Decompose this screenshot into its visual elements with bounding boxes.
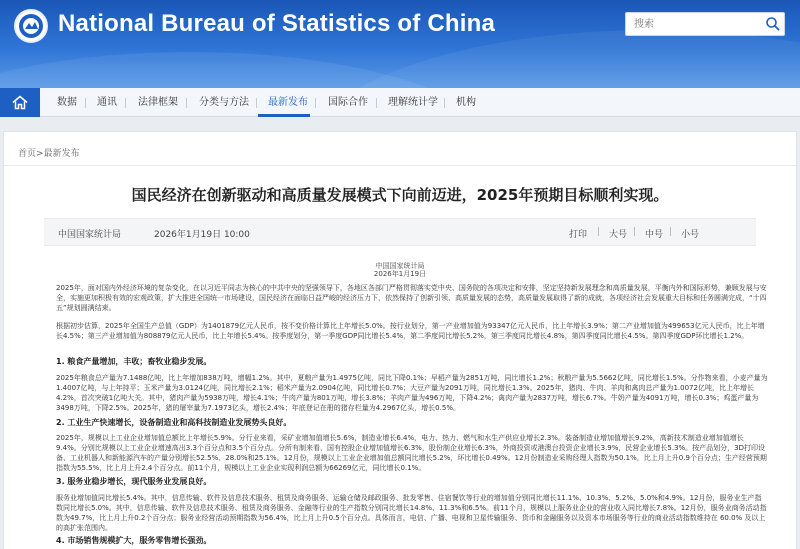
article-source: 中国国家统计局 [58, 230, 122, 240]
breadcrumb [18, 146, 80, 159]
search-icon[interactable] [763, 14, 783, 34]
nav-divider [125, 98, 126, 108]
nav-item-communications[interactable]: 通讯 [97, 97, 117, 108]
nav-divider [85, 98, 86, 108]
nav-divider [256, 98, 257, 108]
nav-item-latest-releases[interactable]: 最新发布 [268, 97, 308, 108]
site-header [0, 0, 800, 88]
control-separator: | [633, 227, 637, 237]
nav-divider [315, 98, 316, 108]
section-body-grain: 2025年粮食总产量为7.1488亿吨，比上年增加838万吨，增幅1.2%。其中，夏粮产量为1.4975亿吨，同比下降0.1%；早稻产量为2851万吨，同比增长1.2%；秋粮产量为5.5662亿吨，同比增长1.5%。分作物来看，小麦产量为1.4007亿吨，与上年持平；玉米产量为3.0124亿吨，同比增长2.1%；稻米产量为2.0904亿吨，同比增长0.7%；大豆产量为2091万吨，同比增长1.3%。2025年，猪肉、牛肉、羊肉和禽肉总产量为1.0072亿吨，比上年增长4.2%，首次突破1亿吨大关。其中，猪肉产量为5938万吨，增长4.1%；牛肉产量为801万吨，增长3.8%；羊肉产量为496万吨，下降4.2%；禽肉产量为2837万吨，增长6.7%。牛奶产量为4091万吨，增长0.3%；鸡蛋产量为3498万吨，下降2.5%。2025年，猪的屠宰量为7.1973亿头，增长2.4%；年底登记在册的猪存栏量为4.2967亿头，增长0.5%。 [56, 374, 768, 412]
nav-divider [444, 98, 445, 108]
nav-item-classifications[interactable]: 分类与方法 [199, 97, 249, 108]
nav-item-legal-framework[interactable]: 法律框架 [138, 97, 178, 108]
section-heading-industry: 2. 工业生产快速增长，设备制造业和高科技制造业发展势头良好。 [56, 418, 292, 427]
section-heading-market: 4. 市场销售规模扩大，服务零售增长强劲。 [56, 536, 212, 545]
site-title[interactable]: National Bureau of Statistics of China [58, 10, 495, 37]
control-separator: | [597, 227, 601, 237]
print-button[interactable]: 打印 [569, 230, 588, 240]
article-meta-bar [44, 218, 756, 246]
breadcrumb-current[interactable]: 最新发布 [43, 149, 80, 159]
search-input[interactable] [625, 12, 785, 36]
font-medium-button[interactable]: 中号 [645, 230, 664, 240]
breadcrumb-separator: > [36, 149, 44, 159]
intro-paragraph: 2025年，面对国内外经济环境的复杂变化，在以习近平同志为核心的中共中央的坚强领导下，各地区各部门严格贯彻落实党中央、国务院的各项决定和安排，坚定坚持新发展理念和高质量发展，平衡内外和国际形势，兼顾发展与安全，实施更加积极有效的宏观政策，扩大推进全国统一市场建设，国民经济在面临日益严峻的经济压力下，依然保持了创新引领、高质量发展的态势，高质量发展取得了新的成就，各项经济社会发展重大目标和任务圆满完成，“十四五”规划圆满结束。 [56, 284, 767, 312]
font-large-button[interactable]: 大号 [609, 230, 628, 240]
article-page [3, 131, 797, 549]
divider [4, 165, 796, 166]
nav-divider [376, 98, 377, 108]
nav-item-international-cooperation[interactable]: 国际合作 [328, 97, 368, 108]
nav-divider [186, 98, 187, 108]
control-separator: | [669, 227, 673, 237]
nav-item-data[interactable]: 数据 [57, 97, 77, 108]
section-body-industry: 2025年，规模以上工业企业增加值总额比上年增长5.9%。分行业来看，采矿业增加值增长5.6%，制造业增长6.4%，电力、热力、燃气和水生产供应业增长2.3%。装备制造业增加值增长9.2%，高新技术制造业增加值增长9.4%。分别比规模以上工业企业增速高出3.3个百分点和3.5个百分点。分所有制来看，国有控股企业增加值增长6.3%，股份制企业增长6.3%，外商投资或港澳台投资企业增长3.9%，民营企业增长5.3%。按产品划分，3D打印设备、工业机器人和新能源汽车的产量分别增长52.5%、28.0%和25.1%。12月份，规模以上工业企业增加值总额同比增长5.2%，环比增长0.49%。12月份制造业采购经理人指数为50.1%，比上月上升0.9个百分点；生产经营预期指数为55.5%，比上月上升2.4个百分点。前11个月，规模以上工业企业实现利润总额为66269亿元，同比增长0.1%。 [56, 434, 767, 472]
section-heading-grain: 1. 粮食产量增加，丰收；畜牧业稳步发展。 [56, 357, 212, 366]
breadcrumb-home-link[interactable]: 首页 [18, 149, 37, 159]
dateline-date: 2026年1月19日 [373, 270, 427, 278]
section-body-services: 服务业增加值同比增长5.4%。其中，信息传输、软件及信息技术服务、租赁及商务服务、运输仓储及邮政服务、批发零售、住宿餐饮等行业的增加值分别同比增长11.1%、10.3%、5.2%、5.0%和4.9%。12月份，服务业生产指数同比增长5.0%。其中，信息传输、软件及信息技术服务、租赁及商务服务、金融等行业的生产指数分别同比增长14.8%、11.3%和6.5%。前11个月，规模以上服务业企业的营业收入同比增长7.8%。12月份，服务业商务活动指数为49.7%，比上月上升0.2个百分点；服务业经营活动预期指数为56.4%，比上月上升0.5个百分点。具体而言，电信、广播、电视和卫星传输服务、货币和金融服务以及资本市场服务等行业的商业活动指数维持在 60.0% 及以上的高扩张范围内。 [56, 494, 767, 532]
gdp-paragraph: 根据初步估算，2025年全国生产总值（GDP）为1401879亿元人民币，按不变价格计算比上年增长5.0%。按行业划分，第一产业增加值为93347亿元人民币，比上年增长3.9%；第二产业增加值为499653亿元人民币，比上年增长4.5%；第三产业增加值为808879亿元人民币，比上年增长5.4%。按季度划分，第一季度GDP同比增长5.4%，第二季度同比增长5.2%，第三季度同比增长4.8%，第四季度同比增长4.5%。第四季度GDP环比增长1.2%。 [56, 322, 765, 340]
nav-active-indicator [258, 114, 310, 117]
nbs-emblem-icon[interactable] [14, 9, 48, 43]
main-nav [0, 88, 800, 117]
home-icon[interactable] [0, 88, 40, 117]
dateline-org: 中国国家统计局 [375, 262, 425, 270]
article-title: 国民经济在创新驱动和高质量发展模式下向前迈进，2025年预期目标顺利实现。 [131, 186, 669, 204]
article-date: 2026年1月19日 10:00 [154, 230, 250, 240]
nav-item-organization[interactable]: 机构 [456, 97, 476, 108]
nav-item-understanding-statistics[interactable]: 理解统计学 [388, 97, 438, 108]
font-small-button[interactable]: 小号 [681, 230, 700, 240]
section-heading-services: 3. 服务业稳步增长，现代服务业发展良好。 [56, 477, 212, 486]
